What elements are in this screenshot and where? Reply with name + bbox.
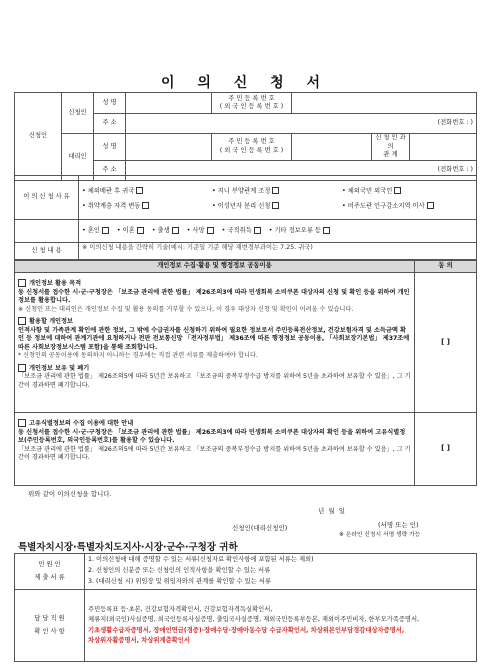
- checkbox-icon: [427, 202, 434, 209]
- request-field[interactable]: [79, 243, 477, 260]
- relation-label: 신 청 인 과 의 관 계: [372, 134, 410, 161]
- relation-field[interactable]: [410, 134, 477, 161]
- officer-line-highlight: 기초생활수급자증명서, 장애인연금(경증)·장애수당·장애아동수당 수급자확인서, 차상위본인부담경감대상자증명서,: [88, 626, 405, 634]
- request-table: [14, 242, 477, 260]
- consent-section-title: 활용할 개인정보: [18, 317, 411, 327]
- reason-option[interactable]: • 비주도관 인구감소지역 이사: [342, 202, 436, 211]
- reason-option[interactable]: • 취약계층 자격 변동: [82, 202, 212, 211]
- consent-section-title: 고유식별정보의 수집 이용에 대한 안내: [18, 419, 411, 429]
- recipient: 특별자치시장·특별자치도지사·시장·군수·구청장 귀하: [18, 542, 238, 553]
- consent-text: 인적사항 및 가족관계 확인에 관한 정보, 그 밖에 수급권자를 신청하기 위하여 필요한 정보로서 주민등록전산정보, 건강보험자격 및 소득금액 확인 등 정보에 대하여 관계기관에 요청하거나 전판 전보통신망 「전자정부법」 제36조에 따른 행정정보 공동이용, 「사회보장기본법」 제37조에 따른 사회보장정보시스템 포함)을 통해 조회합니다.: [18, 326, 410, 351]
- checkbox-icon: [136, 187, 143, 194]
- docs-label: 민 원 인 제 출 서 류: [15, 554, 85, 590]
- reason-option[interactable]: • 체외국민 외국인: [342, 187, 403, 196]
- reason-option[interactable]: • 국적취득: [222, 227, 263, 234]
- docs-item: 2. 신청인의 신분증 또는 신청인의 인적사항을 확인할 수 있는 서류: [88, 567, 271, 575]
- checkbox-icon: [18, 317, 26, 325]
- name-label: 성 명: [94, 93, 126, 114]
- proxy-name-field[interactable]: [126, 134, 212, 161]
- proxy-phone-label[interactable]: (전화번호 : ): [126, 160, 477, 180]
- proxy-address-label: 주 소: [94, 160, 126, 180]
- reasons-table: [14, 175, 477, 243]
- officer-line: 체류지(외국인)사실증명, 외국인등록사실증명, 출입국사실증명, 재외국민등록부등본, 재외이주민비자, 한부모가족증명서,: [88, 616, 420, 624]
- consent-note: ※ 신청인 또는 대리인은 개인정보 수집 및 활용 동의를 거부할 수 있으나, 이 경우 대상자 신청 및 확인이 어려울 수 있습니다.: [18, 305, 354, 313]
- reason-option[interactable]: • 기타 정보오류 등: [269, 227, 332, 234]
- consent-note: * 신청인의 공동이용에 동의하지 아니하는 경우에는 직접 관련 서류를 제출하여야 합니다.: [18, 352, 258, 360]
- reason-option[interactable]: • 이성년자 분리 신청: [212, 202, 342, 211]
- consent-text: 동 신청서를 접수한 시·군·구청장은 「보조금 관리에 관한 법률」 제26조의3에 따라 민생회복 소비쿠폰 대상자의 확인 등을 위하여 고유식별정보(주민등록번호, 외국인등록번호)를 활용할 수 있습니다.: [18, 428, 406, 445]
- reasons-options: [79, 176, 477, 220]
- docs-item: 3. (대리신청 시) 위임장 및 위임자와의 관계를 확인할 수 있는 서류: [88, 577, 272, 585]
- consent-table: [14, 260, 477, 486]
- consent-agree-1[interactable]: [ ]: [415, 273, 477, 413]
- reason-option[interactable]: • 지니 부양관계 조정: [212, 187, 342, 196]
- reasons-label: 이 의 신 청 사 유: [15, 176, 79, 220]
- sign-note: (서명 또는 인): [378, 521, 419, 529]
- request-label: 신 청 내 용: [15, 243, 79, 260]
- consent-text: 동 신청서를 접수한 시·군·구청장은 「보조금 관리에 관한 법률」 제26조의3에 따라 민생회복 소비쿠폰 대상자의 신청 및 확인 등을 위하여 개인정보를 활용합니다.: [18, 288, 410, 305]
- reason-option[interactable]: • 혼인: [82, 227, 111, 234]
- proxy-rrn-label: 주 민 등 록 번 호 ( 외 국 인 등 록 번 호 ): [212, 134, 292, 161]
- officer-line-highlight: 차상위자활증명서, 차상위계층확인서: [88, 636, 190, 644]
- reason-option[interactable]: • 사망: [187, 227, 216, 234]
- address-label: 주 소: [94, 114, 126, 134]
- reason-option[interactable]: • 출생: [152, 227, 181, 234]
- rrn-field[interactable]: [292, 93, 477, 114]
- officer-list: [85, 590, 477, 662]
- signer-label: 신청인(대리신청인): [232, 524, 288, 532]
- rrn-label: 주 민 등 록 번 호 ( 외 국 인 등 록 번 호 ): [212, 93, 292, 114]
- reasons-row3: [79, 220, 477, 243]
- checkbox-icon: [142, 202, 149, 209]
- docs-item: 1. 이의신청에 대해 증명할 수 있는 서류(신청자료 확인사항에 포함된 서류는 제외): [88, 556, 314, 564]
- sign-sub: ※ 온라인 신청시 서명 생략 가능: [339, 532, 421, 538]
- applicant-table: [14, 92, 477, 181]
- checkbox-icon: [18, 364, 26, 372]
- checkbox-icon: [18, 419, 26, 427]
- consent-text: 「보조금 관리에 관한 법률」 제26조의5에 따라 5년간 보유하고 「보조금의 중복부정수급 방지를 위하여 5년을 초과하여 보유할 수 있음」, 그 기간이 경과하면 폐기합니다.: [18, 373, 411, 390]
- consent-text: 「보조금 관리에 관한 법률」 제26조의5에 따라 5년간 보유하고 「보조금의 중복부정수급 방지를 위하여 5년을 초과하여 보유할 수 있음」, 그 기간이 경과하면 폐기합니다.: [18, 445, 411, 462]
- checkbox-icon: [394, 187, 401, 194]
- officer-line: 주민등록표 등·초본, 건강보험자격확인서, 건강보험자격득실확인서,: [88, 605, 273, 613]
- checkbox-icon: [18, 279, 26, 287]
- consent-section-title: 개인정보 보유 및 폐기: [18, 364, 411, 374]
- applicant-section-label: 신청인: [15, 93, 62, 181]
- page-title: 이 의 신 청 서: [160, 75, 330, 91]
- checkbox-icon: [272, 202, 279, 209]
- reason-option[interactable]: • 체외배관 후 귀국: [82, 187, 212, 196]
- phone-label[interactable]: (전화번호 : ): [126, 114, 477, 134]
- proxy-rrn-field[interactable]: [292, 134, 372, 161]
- self-label: 신청인: [62, 93, 94, 134]
- proxy-label: 대리인: [62, 134, 94, 181]
- officer-label: 담 당 직 원 확 인 사 항: [15, 590, 85, 662]
- proxy-name-label: 성 명: [94, 134, 126, 161]
- request-note: ※ 이의신청 내용을 간략히 기술(예시: 기준일 기준 해당 재변경부과이는 7.25. 귀국): [82, 244, 313, 251]
- docs-list: [85, 554, 477, 590]
- reason-option[interactable]: • 이혼: [117, 227, 146, 234]
- agree-header: 동 의: [415, 261, 477, 273]
- checkbox-icon: [272, 187, 279, 194]
- statement: 위와 같이 이의신청을 합니다.: [28, 490, 112, 498]
- consent-agree-2[interactable]: [ ]: [415, 413, 477, 486]
- consent-section-title: 개인정보 활용 목적: [18, 279, 411, 289]
- name-field[interactable]: [126, 93, 212, 114]
- date-field[interactable]: 년 월 일: [318, 507, 346, 515]
- consent-header: 개인정보 수집·활용 및 행정정보 공동이용: [15, 261, 415, 273]
- documents-table: [14, 553, 477, 662]
